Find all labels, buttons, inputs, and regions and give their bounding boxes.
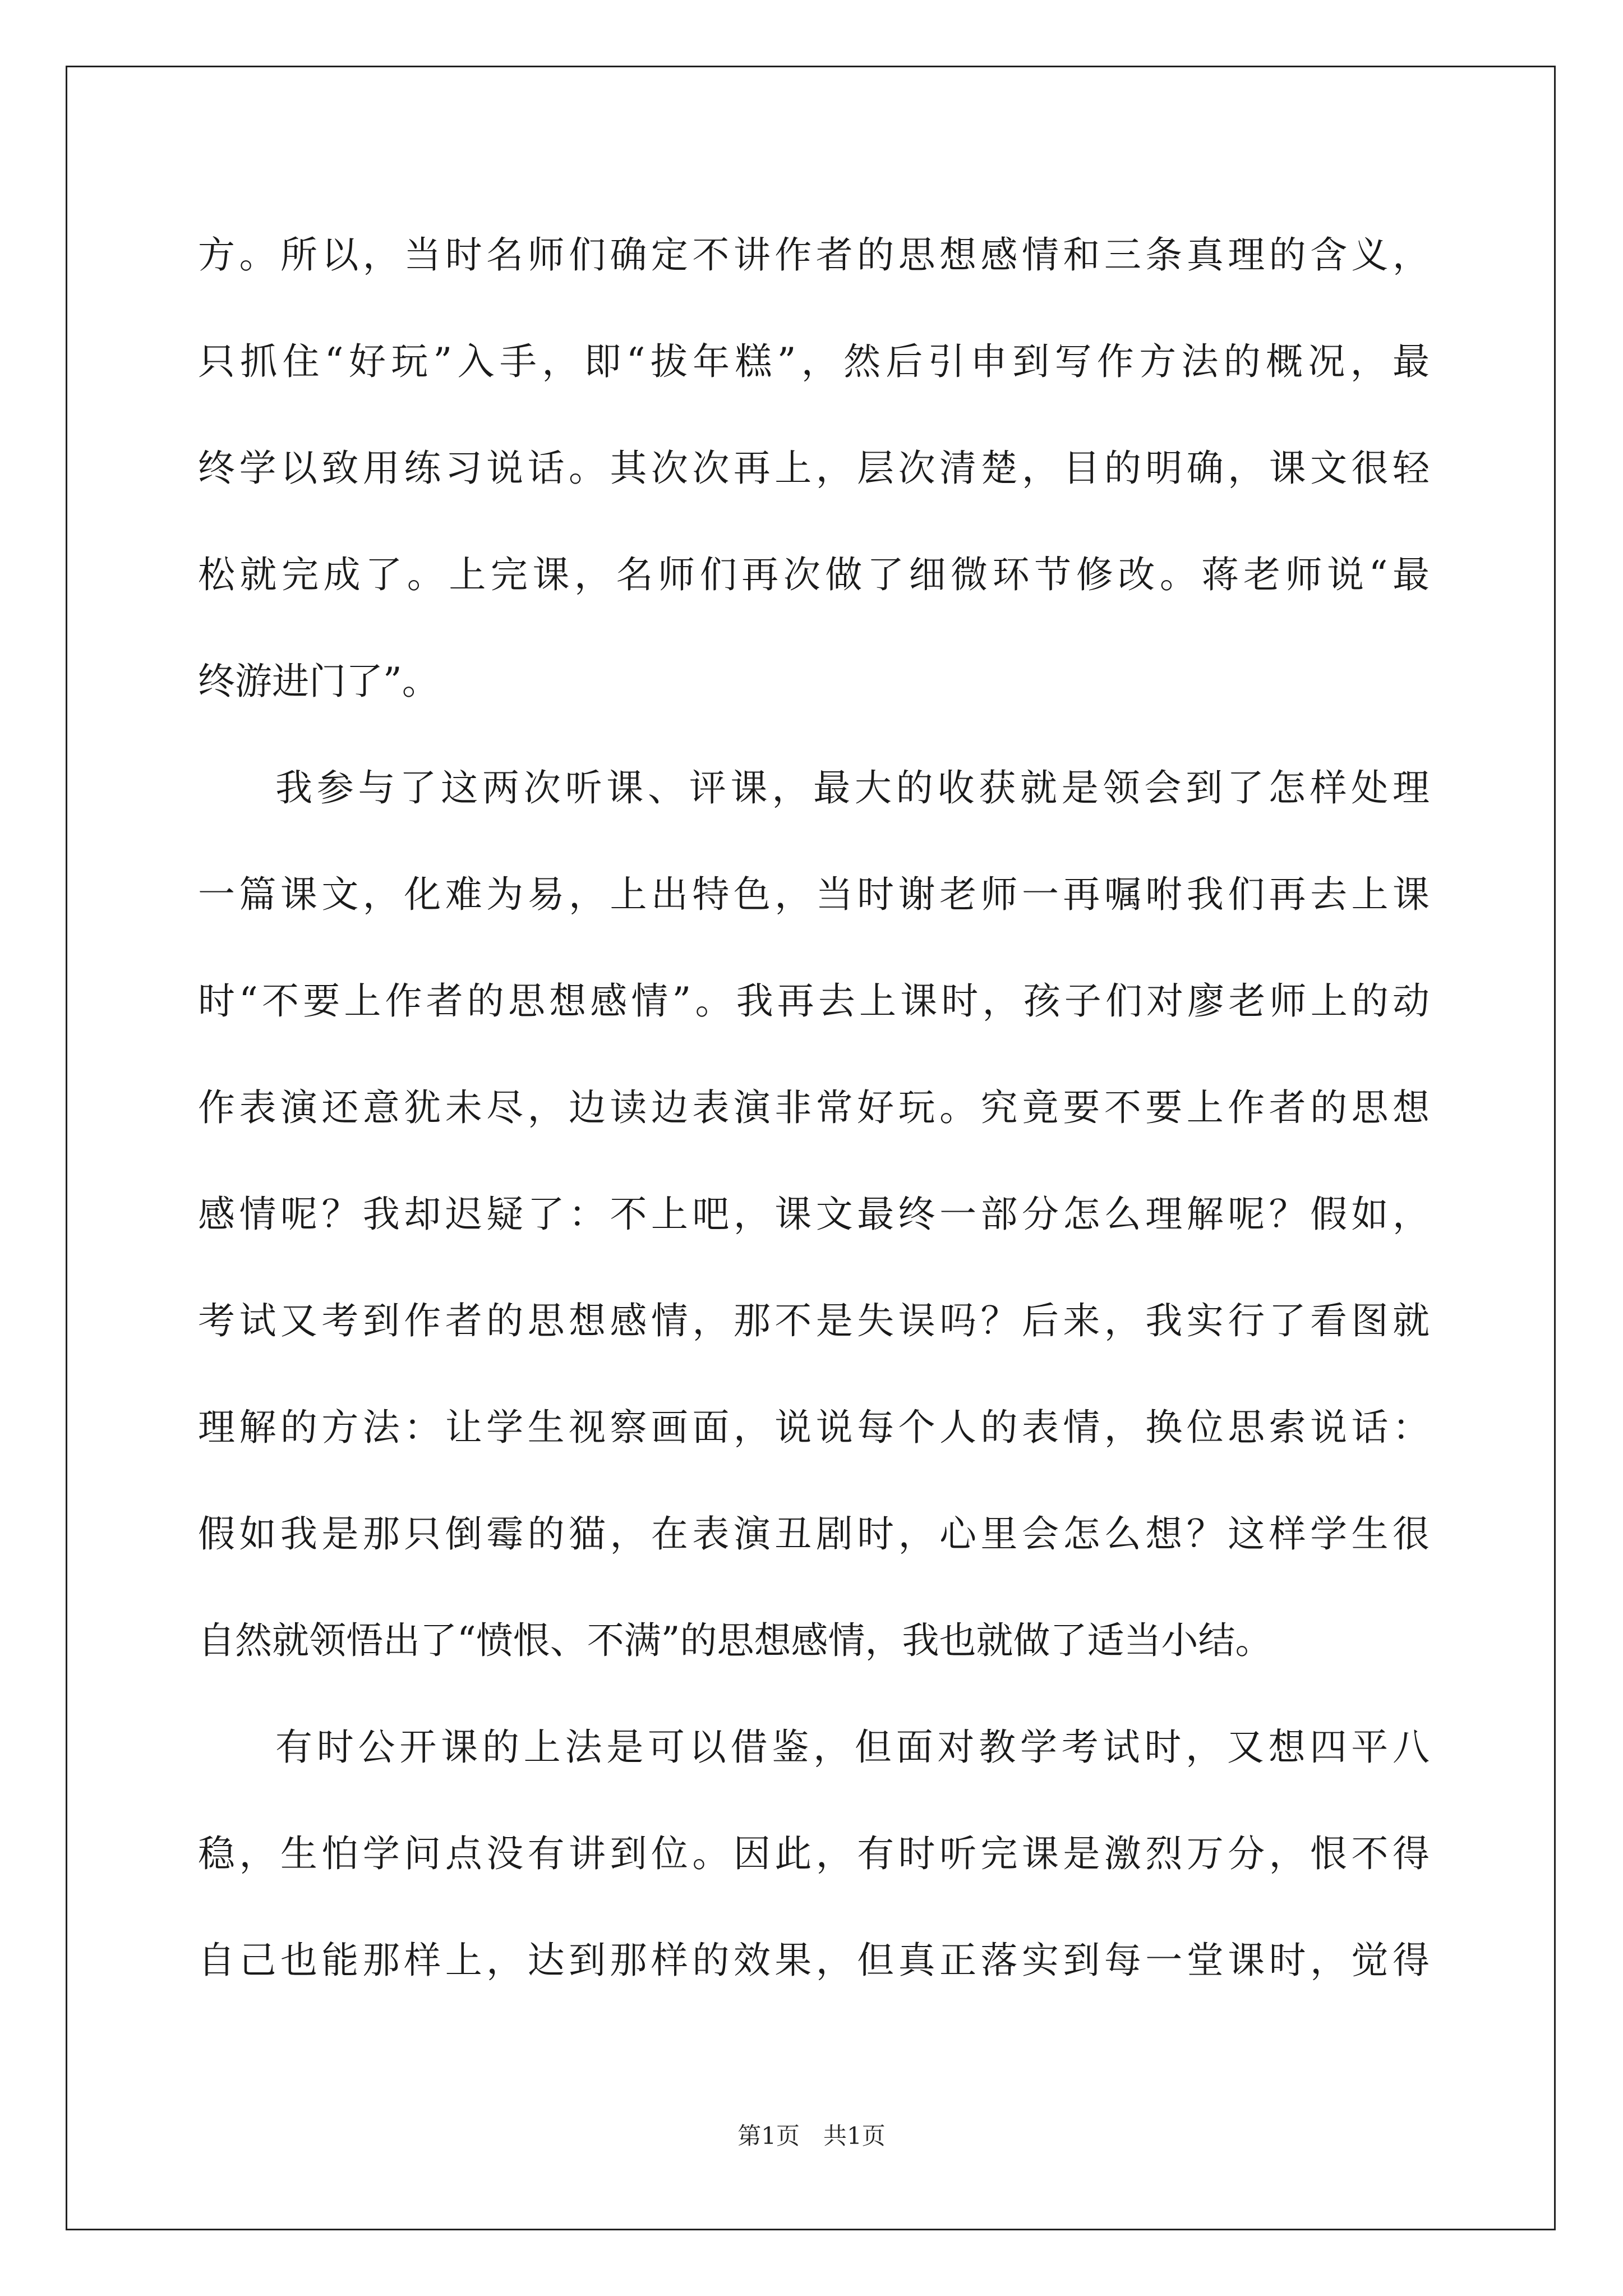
paragraph-1 [198, 202, 1430, 735]
paragraph-2 [198, 735, 1430, 1694]
text-line: 时“不要上作者的思想感情”。我再去上课时，孩子们对廖老师上的动 [198, 979, 1430, 1023]
text-line: 自己也能那样上，达到那样的效果，但真正落实到每一堂课时，觉得 [198, 1939, 1430, 1982]
text-line: 作表演还意犹未尽，边读边表演非常好玩。究竟要不要上作者的思想 [198, 1086, 1430, 1129]
text-line: 一篇课文，化难为易，上出特色，当时谢老师一再嘱咐我们再去上课 [198, 873, 1430, 916]
text-line: 终学以致用练习说话。其次次再上，层次清楚，目的明确，课文很轻 [198, 447, 1430, 490]
text-line: 假如我是那只倒霉的猫，在表演丑剧时，心里会怎么想？这样学生很 [198, 1512, 1430, 1556]
text-line: 有时公开课的上法是可以借鉴，但面对教学考试时，又想四平八 [275, 1726, 1430, 1769]
text-line: 我参与了这两次听课、评课，最大的收获就是领会到了怎样处理 [275, 766, 1430, 809]
text-line: 方。所以，当时名师们确定不讲作者的思想感情和三条真理的含义， [198, 233, 1430, 277]
text-line: 感情呢？我却迟疑了：不上吧，课文最终一部分怎么理解呢？假如， [198, 1193, 1430, 1236]
document-body [198, 202, 1430, 2014]
page-footer: 第1页 共1页 [737, 2122, 886, 2150]
paragraph-3 [198, 1694, 1430, 2014]
text-line: 考试又考到作者的思想感情，那不是失误吗？后来，我实行了看图就 [198, 1299, 1430, 1342]
text-line: 终游进门了”。 [198, 660, 439, 703]
text-line: 稳，生怕学问点没有讲到位。因此，有时听完课是激烈万分，恨不得 [198, 1832, 1430, 1875]
text-line: 自然就领悟出了“愤恨、不满”的思想感情，我也就做了适当小结。 [198, 1619, 1272, 1662]
text-line: 松就完成了。上完课，名师们再次做了细微环节修改。蒋老师说“最 [198, 553, 1430, 596]
text-line: 理解的方法：让学生视察画面，说说每个人的表情，换位思索说话： [198, 1406, 1430, 1449]
text-line: 只抓住“好玩”入手，即“拔年糕”，然后引申到写作方法的概况，最 [198, 340, 1430, 383]
